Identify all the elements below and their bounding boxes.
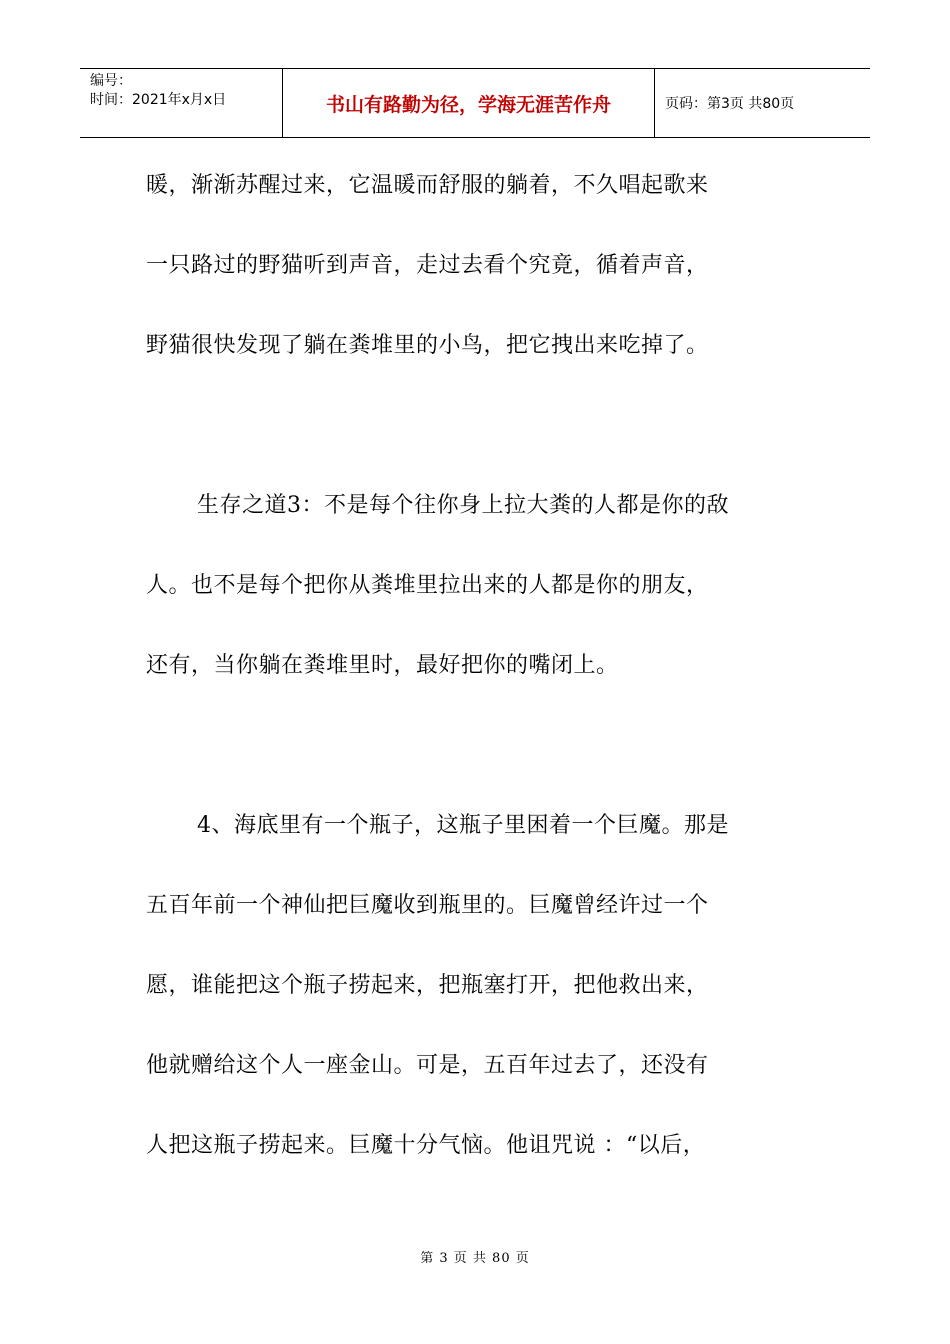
paragraph-line: 人。也不是每个把你从粪堆里拉出来的人都是你的朋友， bbox=[146, 573, 709, 598]
paragraph-gap bbox=[146, 402, 826, 482]
header-page-info: 页码：第3页 共80页 bbox=[665, 96, 795, 112]
paragraph-line: 野猫很快发现了躺在粪堆里的小鸟，把它拽出来吃掉了。 bbox=[146, 333, 709, 358]
paragraph-line: 4、海底里有一个瓶子，这瓶子里困着一个巨魔。那是 bbox=[197, 813, 729, 838]
page-footer: 第 3 页 共 80 页 bbox=[420, 1251, 530, 1266]
paragraph-gap bbox=[146, 722, 826, 802]
paragraph-line: 人把这瓶子捞起来。巨魔十分气恼。他诅咒说 ：“以后， bbox=[146, 1133, 706, 1158]
paragraph-line: 暖，渐渐苏醒过来，它温暖而舒服的躺着，不久唱起歌来 bbox=[146, 173, 709, 198]
document-body bbox=[146, 162, 826, 1202]
header-meta-cell bbox=[80, 69, 283, 137]
paragraph-line: 愿，谁能把这个瓶子捞起来，把瓶塞打开，把他救出来， bbox=[146, 973, 709, 998]
header-motto: 书山有路勤为径，学海无涯苦作舟 bbox=[283, 69, 655, 137]
document-number-label: 编号： bbox=[90, 73, 132, 89]
paragraph-line: 一只路过的野猫听到声音，走过去看个究竟，循着声音， bbox=[146, 253, 709, 278]
paragraph-line: 还有，当你躺在粪堆里时，最好把你的嘴闭上。 bbox=[146, 653, 619, 678]
paragraph-line: 五百年前一个神仙把巨魔收到瓶里的。巨魔曾经许过一个 bbox=[146, 893, 709, 918]
paragraph-line: 生存之道3：不是每个往你身上拉大粪的人都是你的敌 bbox=[197, 493, 729, 518]
paragraph-line: 他就赠给这个人一座金山。可是，五百年过去了，还没有 bbox=[146, 1053, 709, 1078]
page-header bbox=[80, 68, 870, 138]
document-date-label: 时间：2021年x月x日 bbox=[90, 92, 227, 108]
